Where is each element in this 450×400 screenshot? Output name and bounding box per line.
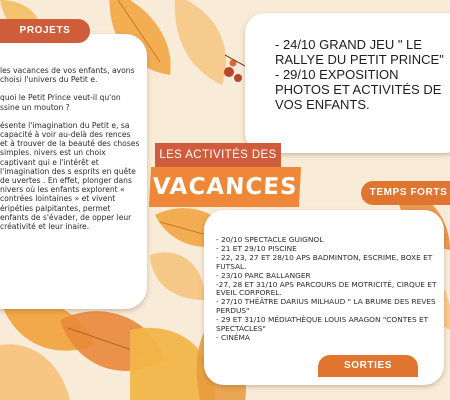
berries-icon: [224, 55, 245, 82]
projets-text: [0, 66, 140, 240]
temps-forts-line: - 24/10 GRAND JEU " LE RALLYE DU PETIT PRINCE": [275, 37, 444, 67]
leaf-icon: [175, 0, 226, 85]
projets-paragraph: quoi le Petit Prince veut-il qu'on ssine un mouton ?: [0, 93, 121, 112]
list-item: - 22, 23, 27 ET 28/10 APS BADMINTON, ESCRIME, BOXE ET FUTSAL.: [216, 252, 433, 271]
temps-forts-tag: TEMPS FORTS: [361, 181, 450, 205]
list-item: - 21 ET 29/10 PISCINE: [216, 243, 297, 253]
temps-forts-card: [245, 13, 450, 153]
temps-forts-line: - 29/10 EXPOSITION PHOTOS ET ACTIVITÉS DE VOS ENFANTS.: [275, 67, 442, 112]
list-item: - CINÉMA: [216, 332, 250, 342]
list-item: -27, 28 ET 31/10 APS PARCOURS DE MOTRICITÉ, CIRQUE ET EVEIL CORPOREL.: [216, 279, 437, 298]
list-item: - 20/10 SPECTACLE GUIGNOL: [216, 235, 324, 244]
projets-paragraph: ésente l'imagination du Petit e, sa capacité à voir au-delà des rences et à trouver de la beauté des choses simples. nivers est un choix captivant qui e l'intérêt et l'imagination des s esprits en quête de uvertes . En effet, plonger dans nivers où les enfants explorent « contrées lointaines » et vivent éripéties palpitantes, permet enfants de s'évader, de opper leur créativité et leur inaire.: [0, 120, 140, 232]
list-item: - 27/10 THÉÂTRE DARIUS MILHAUD " LA BRUME DES REVES PERDUS": [216, 297, 436, 316]
projets-card: [0, 34, 147, 309]
projets-paragraph: les vacances de vos enfants, avons choisi l'univers du Petit e.: [0, 66, 135, 85]
banner-subtitle: LES ACTIVITÉS DES: [155, 143, 281, 167]
leaf-icon: [0, 344, 70, 400]
temps-forts-text: [275, 37, 450, 112]
sorties-list: [216, 236, 441, 343]
list-item: - 29 ET 31/10 MÉDIATHÈQUE LOUIS ARAGON "CONTES ET SPECTACLES": [216, 315, 429, 334]
list-item: - 23/10 PARC BALLANGER: [216, 270, 311, 280]
projets-tag: PROJETS: [0, 19, 90, 43]
sorties-tag: SORTIES: [318, 355, 418, 377]
banner-title: VACANCES: [149, 167, 301, 207]
leaf-icon: [150, 252, 205, 300]
